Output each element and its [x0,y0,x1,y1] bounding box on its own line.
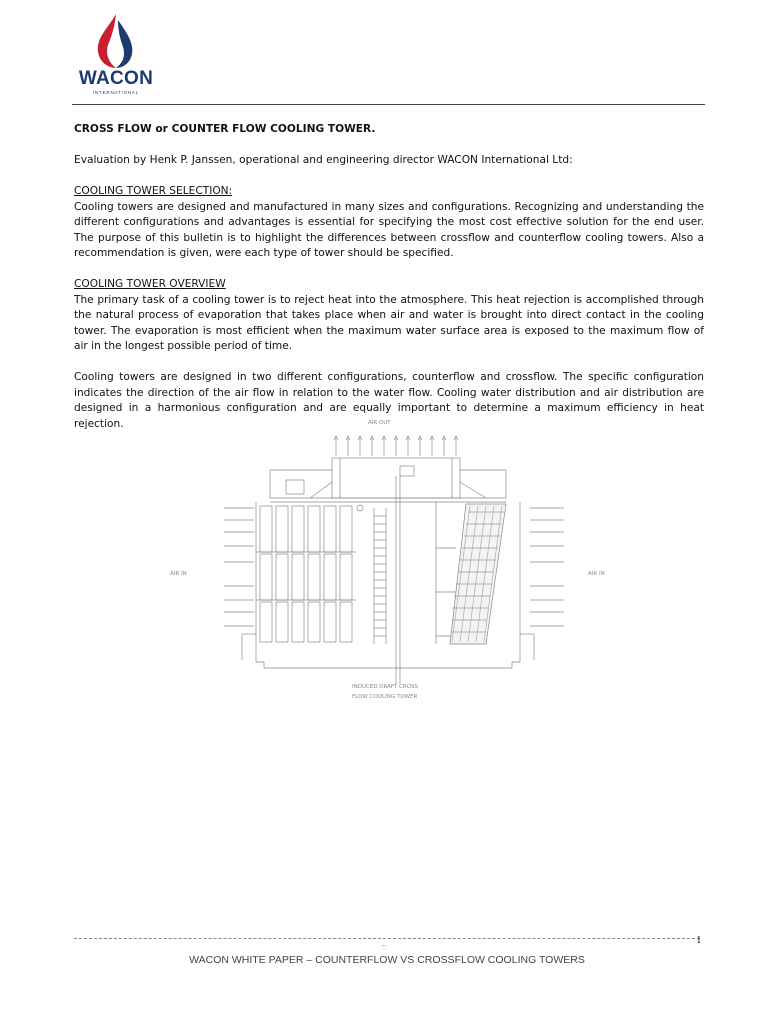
air-in-left-arrows [224,508,254,626]
section-paragraph: Cooling towers are designed and manufactured in many sizes and configurations. Recognizing and understanding the different configurations and advantages is essential for specifying the most cost effective solution for the end user. The purpose of this bulletin is to highlight the differences between crossflow and counterflow cooling towers. Also a recommendation is given, were each type of tower should be specified. [74,200,704,259]
company-logo [72,12,160,100]
figure-caption-line1: INDUCED DRAFT CROSS [352,684,419,690]
section-heading-selection: COOLING TOWER SELECTION: [74,185,233,197]
section-paragraph: The primary task of a cooling tower is to reject heat into the atmosphere. This heat rejection is accomplished through the natural process of evaporation that takes place when air and water is brought into direct contact in the cooling tower. The evaporation is most efficient when the maximum water surface area is exposed to the maximum flow of air in the longest possible period of time. [74,293,704,352]
document-byline: Evaluation by Henk P. Janssen, operational and engineering director WACON International Ltd: [74,154,573,166]
air-in-right-arrows [530,508,564,626]
left-fill-louvers [256,506,356,642]
footer-title: WACON WHITE PAPER – COUNTERFLOW VS CROSSFLOW COOLING TOWERS [189,954,585,966]
air-out-arrows [334,436,458,456]
section-heading-overview: COOLING TOWER OVERVIEW [74,278,226,290]
figure-caption-line2: FLOW COOLING TOWER [352,694,418,700]
air-in-left-label: AIR IN [170,571,187,577]
header-divider [72,104,705,105]
right-inclined-fill [450,504,506,644]
document-title: CROSS FLOW or COUNTER FLOW COOLING TOWER. [74,123,376,135]
section-paragraph: Cooling towers are designed in two different configurations, counterflow and crossflow. The specific configuration indicates the direction of the air flow in relation to the water flow. Cooling water distribution and air distribution are designed in a harmonious configuration and are equally important to determine a maximum efficiency in heat rejection. [74,371,704,430]
air-in-right-label: AIR IN [588,571,605,577]
cooling-tower-diagram [160,412,610,712]
footer-dash: -- [382,943,387,950]
logo-subtext: INTERNATIONAL [92,90,140,95]
footer-divider [74,938,700,939]
document-body [74,122,704,432]
logo-wordmark: WACON [78,68,154,89]
wacon-flame-icon [88,12,144,70]
access-ladder [357,505,386,644]
air-out-label: AIR OUT [368,420,391,426]
page-number: 1 [696,934,702,946]
